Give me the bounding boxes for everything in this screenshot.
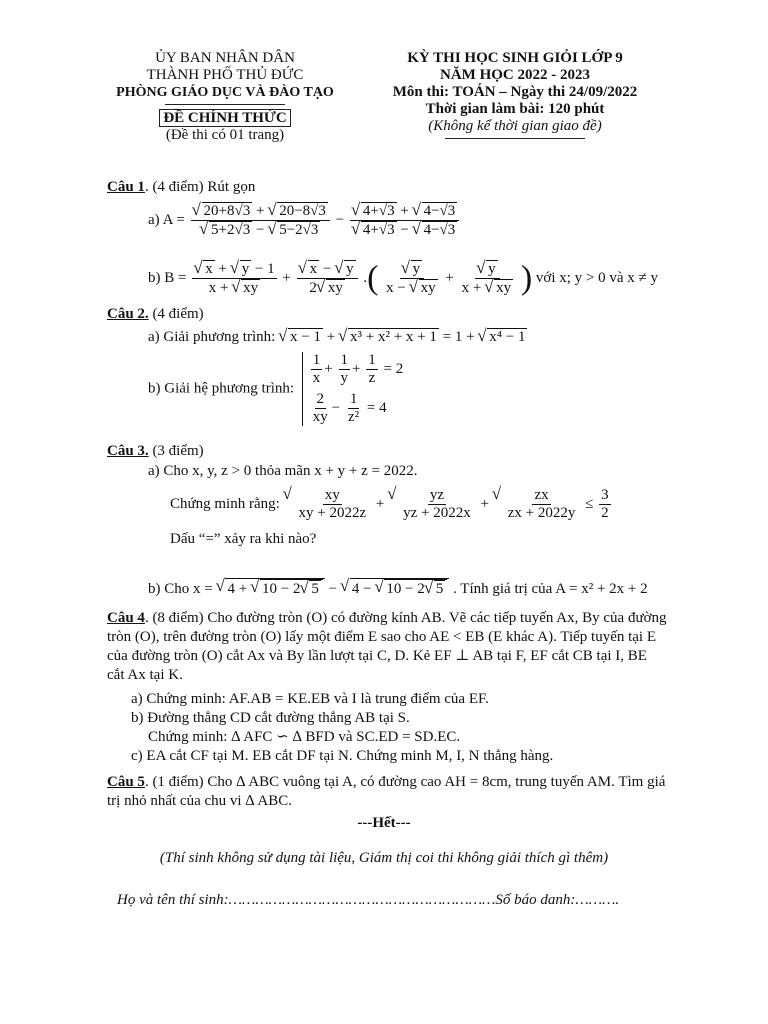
org-line-1: ỦY BAN NHÂN DÂN xyxy=(155,50,295,66)
q1-points: . (4 điểm) Rút gọn xyxy=(144,179,256,195)
duration-note: (Không kể thời gian giao đề) xyxy=(428,118,602,134)
org-line-2: THÀNH PHỐ THỦ ĐỨC xyxy=(146,67,304,83)
exam-title: KỲ THI HỌC SINH GIỎI LỚP 9 xyxy=(407,50,623,66)
q4a-text: a) Chứng minh: AF.AB = KE.EB và I là trung điểm của EF. xyxy=(131,691,489,707)
q3-title: Câu 3. xyxy=(107,443,149,459)
q2-heading xyxy=(107,305,204,324)
exam-note: (Thí sinh không sử dụng tài liệu, Giám thị coi thi không giải thích gì thêm) xyxy=(159,850,609,866)
duration: Thời gian làm bài: 120 phút xyxy=(425,101,605,117)
q2b-expression xyxy=(148,352,403,426)
q1a-fraction-2: √ 4+√3 + √ 4−√3 √ 4+√3 − √ 4−√3 xyxy=(350,202,459,239)
pages-note: (Đề thi có 01 trang) xyxy=(165,127,285,143)
q4-title: Câu 4 xyxy=(107,610,145,626)
q1b-expression: b) B = √ $\frac{x + √ y - 1}{x + √ xy}$ + √ $\frac{x - √ y}{2√ xy}$ .( √ $\frac{y}{x - √ xy}$ + √ $\frac{y}{x + √ xy}$ ) với x; y > 0 và x ≠ y xyxy=(148,256,658,301)
q1a-fraction-1: √ 20+8√3 + √ 20−8√3 √ 5+2√3 − √ 5−2√3 xyxy=(191,202,330,239)
q2a-text: a) Giải phương trình: xyxy=(148,329,276,345)
exam-info-block xyxy=(380,50,650,139)
school-year: NĂM HỌC 2022 - 2023 xyxy=(440,67,590,83)
q3a-equality: Dấu “=” xảy ra khi nào? xyxy=(170,531,317,547)
header-divider-right xyxy=(445,138,585,139)
q1b-prefix: b) B = xyxy=(148,270,187,286)
q5-title: Câu 5 xyxy=(107,774,145,790)
q2-points: (4 điểm) xyxy=(148,306,204,322)
issuer-block xyxy=(100,50,350,144)
q1a-prefix: a) A = xyxy=(148,212,185,228)
end-marker: ---Hết--- xyxy=(357,815,411,831)
candidate-line: Họ và tên thí sinh:……………………………………………………Số báo danh:………. xyxy=(117,892,620,908)
q2-title: Câu 2. xyxy=(107,306,149,322)
q1b-condition: với x; y > 0 và x ≠ y xyxy=(535,270,659,286)
q2a-expression: a) Giải phương trình: √ x − 1 + √ x³ + x² + x + 1 = 1 + √ x⁴ − 1 xyxy=(148,328,527,347)
q3b-expression: b) Cho x = √ 4 + √ 10 − 2√ 5 − √ 4 − √ 10 − 2√ 5 . Tính giá trị của A = x² + 2x + 2 xyxy=(148,578,648,599)
q3a-inequality: Chứng minh rằng: √ $\frac{xy}{xy + 2022z}$ + √ $\frac{yz}{yz + 2022x}$ + √ $\frac{zx}{zx + 2022y}$ ≤ $\frac{3}{2}$ xyxy=(170,484,613,524)
q3-points: (3 điểm) xyxy=(148,443,204,459)
q3-heading xyxy=(107,442,204,461)
q2b-text: b) Giải hệ phương trình: xyxy=(148,380,295,397)
official-label: ĐỀ CHÍNH THỨC xyxy=(159,109,290,127)
q5-body: Câu 5. (1 điểm) Cho ∆ ABC vuông tại A, có đường cao AH = 8cm, trung tuyến AM. Tìm giá trị nhỏ nhất của chu vi ∆ ABC. xyxy=(107,774,666,809)
org-line-3: PHÒNG GIÁO DỤC VÀ ĐÀO TẠO xyxy=(116,85,334,100)
q1-title: Câu 1 xyxy=(107,179,145,195)
q4b-prove: Chứng minh: ∆ AFC ∽ ∆ BFD và SC.ED = SD.EC. xyxy=(148,729,461,745)
q4c-text: c) EA cắt CF tại M. EB cắt DF tại N. Chứng minh M, I, N thẳng hàng. xyxy=(131,748,554,764)
q2b-system: $\frac{1}{x}$ + $\frac{1}{y}$ + $\frac{1}{z}$ = 2 $\frac{2}{xy}$ − $\frac{1}{\text{z²}}$ = 4 xyxy=(302,352,403,426)
subject-date: Môn thi: TOÁN – Ngày thi 24/09/2022 xyxy=(392,84,638,100)
q4b-text: b) Đường thẳng CD cắt đường thẳng AB tại S. xyxy=(131,710,410,726)
q3a-text: a) Cho x, y, z > 0 thỏa mãn x + y + z = 2022. xyxy=(148,463,418,479)
q1-heading xyxy=(107,178,255,197)
q1a-expression: a) A = √ 20+8√3 + √ 20−8√3 √ 5+2√3 − √ 5−2√3 − √ 4+√3 + √ 4−√3 √ 4+√3 − √ 4−√3 xyxy=(148,198,461,242)
q3a-prove-text: Chứng minh rằng: xyxy=(170,496,280,512)
q4-body: Câu 4. (8 điểm) Cho đường tròn (O) có đường kính AB. Vẽ các tiếp tuyến Ax, By của đường tròn (O), trên đường tròn (O) lấy một điểm E sao cho AE < EB (E khác A). Tiếp tuyến tại E của đường tròn (O) cắt Ax và By lần lượt tại C, D. Kẻ EF ⊥ AB tại F, EF cắt CB tại I, BE cắt Ax tại K. xyxy=(107,610,667,683)
